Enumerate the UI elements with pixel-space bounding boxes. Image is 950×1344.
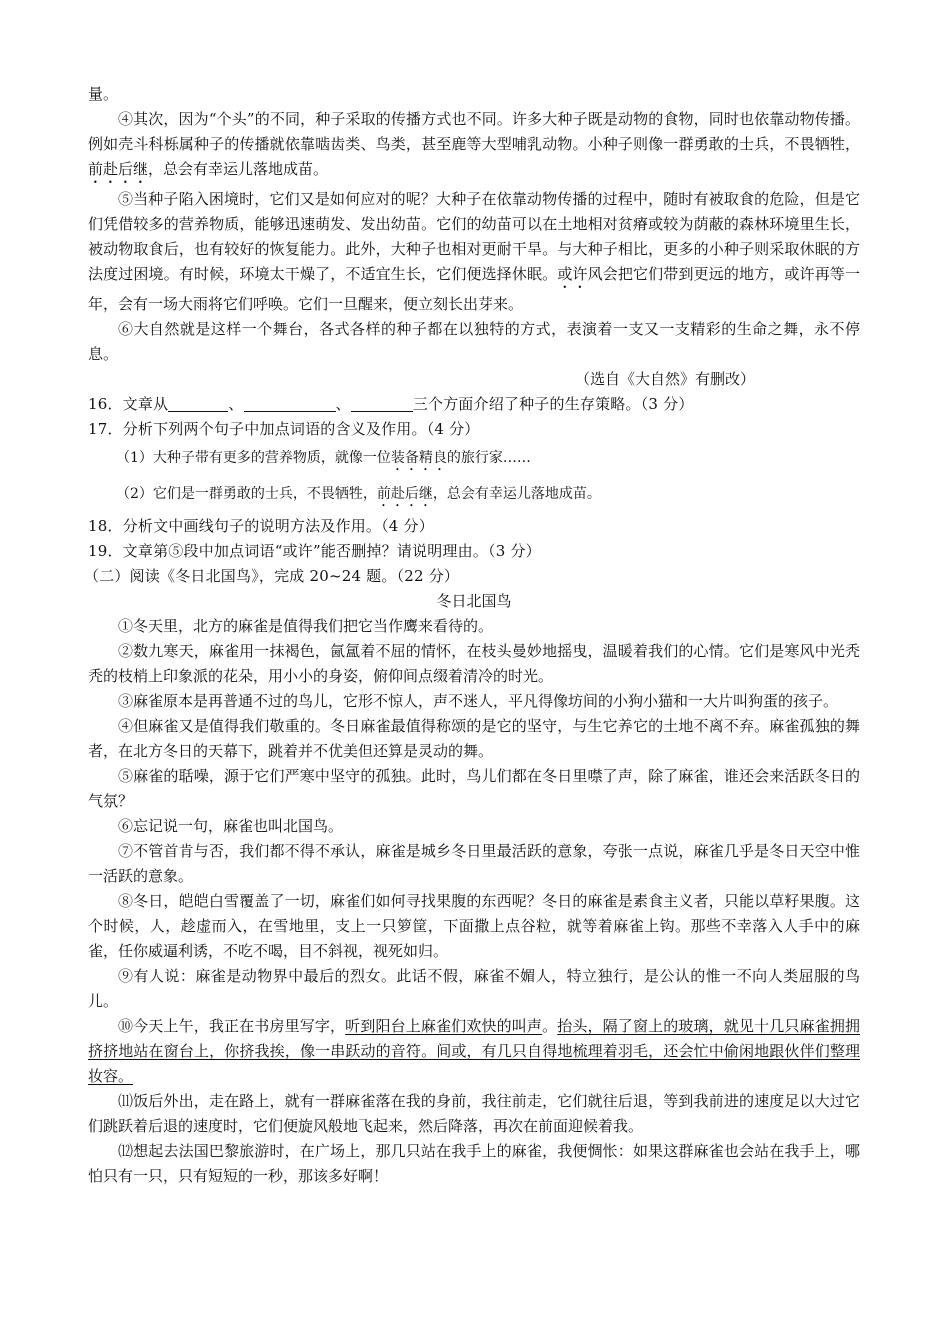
essay-paragraph-5: ⑤麻雀的聒噪，源于它们严寒中坚守的孤独。此时，鸟儿们都在冬日里噤了声，除了麻雀，谁还会来活跃冬日的气氛？: [88, 767, 860, 810]
text: ④其次，因为“个头”的不同，种子采取的传播方式也不同。许多大种子既是动物的食物，同时也依靠动物传播。例如壳斗科栎属种子的传播就依靠啮齿类、鸟类，甚至鹿等大型哺乳动物。小种子则像一群勇敢的士兵，不畏牺牲，: [88, 110, 860, 153]
text: （1）大种子带有更多的营养物质，就像一位: [116, 450, 391, 466]
paragraph-5: [88, 187, 860, 317]
essay-paragraph-8: ⑧冬日，皑皑白雪覆盖了一切，麻雀们如何寻找果腹的东西呢？冬日的麻雀是素食主义者，只能以草籽果腹。这个时候，人，趁虚而入，在雪地里，支上一只箩筐，下面撒上点谷粒，就等着麻雀上钩。那些不幸落入人手中的麻雀，任你威逼利诱，不吃不喝，目不斜视，视死如归。: [88, 892, 860, 960]
essay-paragraph-9: ⑨有人说：麻雀是动物界中最后的烈女。此话不假，麻雀不媚人，特立独行，是公认的惟一不向人类屈服的鸟儿。: [88, 967, 860, 1010]
text: 。: [542, 1017, 558, 1035]
question-17-item-2: [88, 482, 860, 510]
essay-paragraph-3: ③麻雀原本是再普通不过的鸟儿，它形不惊人，声不迷人，平凡得像坊间的小狗小猫和一大片叫狗蛋的孩子。: [118, 692, 839, 710]
question-16: [88, 392, 860, 417]
essay-paragraph-7: ⑦不管首肯与否，我们都不得不承认，麻雀是城乡冬日里最活跃的意象，夸张一点说，麻雀几乎是冬日天空中惟一活跃的意象。: [88, 842, 860, 885]
question-18: 18．分析文中画线句子的说明方法及作用。（4 分）: [88, 517, 434, 535]
dotted-word: 或许: [557, 265, 588, 283]
answer-blank[interactable]: [351, 395, 413, 412]
dotted-word: 装备精良: [390, 450, 447, 466]
text: 、: [335, 395, 351, 413]
answer-blank[interactable]: [244, 395, 336, 412]
text: 的旅行家……: [446, 450, 531, 466]
essay-paragraph-12: ⑿想起去法国巴黎旅游时，在广场上，那几只站在我手上的麻雀，我便惆怅：如果这群麻雀也会站在我手上，哪怕只有一只，只有短短的一秒，那该多好啊！: [88, 1142, 860, 1185]
text: ，总会有幸运儿落地成苗。: [432, 486, 601, 502]
answer-blank[interactable]: [168, 395, 228, 412]
text: 三个方面介绍了种子的生存策略。（3 分）: [412, 395, 694, 413]
text: 、: [228, 395, 244, 413]
essay-paragraph-2: ②数九寒天，麻雀用一抹褐色，氤氲着不屈的情怀，在枝头曼妙地摇曳，温暖着我们的心情。它们是寒风中光秃秃的枝梢上印象派的花朵，用小小的身姿，俯仰间点缀着清冷的时光。: [88, 642, 860, 685]
paragraph-6: ⑥大自然就是这样一个舞台，各式各样的种子都在以独特的方式，表演着一支又一支精彩的生命之舞，永不停息。: [88, 320, 860, 363]
underlined-sentence: 抬头，隔了窗上的玻璃，就见十几只麻雀拥拥挤挤地站在窗台上，你挤我挨，像一串跃动的音符。间或，有几只自得地梳理着羽毛，还会忙中偷闲地跟伙伴们整理妆容。: [88, 1017, 860, 1085]
question-17: 17．分析下列两个句子中加点词语的含义及作用。（4 分）: [88, 420, 480, 438]
paragraph-3-tail: 量。: [88, 85, 119, 103]
essay-paragraph-10: [88, 1014, 860, 1089]
source-note: （选自《大自然》有删改）: [574, 370, 755, 388]
essay-paragraph-11: ⑾饭后外出，走在路上，就有一群麻雀落在我的身前，我往前走，它们就往后退，等到我前进的速度足以大过它们跳跃着后退的速度时，它们便旋风般地飞起来，然后降落，再次在前面迎候着我。: [88, 1092, 860, 1135]
essay-paragraph-1: ①冬天里，北方的麻雀是值得我们把它当作鹰来看待的。: [118, 617, 494, 635]
question-19: 19．文章第⑤段中加点词语“或许”能否删掉？请说明理由。（3 分）: [88, 542, 541, 560]
underlined-sentence: 听到阳台上麻雀们欢快的叫声: [345, 1017, 543, 1035]
text: （2）它们是一群勇敢的士兵，不畏牺牲，: [116, 486, 377, 502]
document-page: [84, 82, 860, 1189]
text: ⑤当种子陷入困境时，它们又是如何应对的呢？大种子在依靠动物传播的过程中，随时有被取食的危险，但是它们凭借较多的营养物质，能够迅速萌发、发出幼苗。它们的幼苗可以在土地相对贫瘠或较为荫蔽的森林环境里生长，被动物取食后，也有较好的恢复能力。此外，大种子也相对更耐干旱。与大种子相比，更多的小种子则采取休眠的方法度过困境。有时候，环境太干燥了，不适宜生长，它们便选择休眠。: [88, 190, 860, 283]
text: ，总会有幸运儿落地成苗。: [148, 160, 329, 178]
essay-paragraph-6: ⑥忘记说一句，麻雀也叫北国鸟。: [118, 817, 344, 835]
essay-title: 冬日北国鸟: [436, 592, 512, 610]
text: 风会把它们带到更远的地方，或许再等一年，会有一场大雨将它们呼唤。它们一旦醒来，便立刻长出芽来。: [88, 265, 860, 313]
text: ⑩今天上午，我正在书房里写字，: [118, 1017, 346, 1035]
dotted-word: 前赴后继: [376, 486, 433, 502]
text: 16．文章从: [88, 395, 169, 413]
essay-paragraph-4: ④但麻雀又是值得我们敬重的。冬日麻雀最值得称颂的是它的坚守，与生它养它的土地不离不弃。麻雀孤独的舞者，在北方冬日的天幕下，跳着并不优美但还算是灵动的舞。: [88, 717, 860, 760]
question-17-item-1: [88, 446, 860, 474]
dotted-word: 前赴后继: [88, 160, 149, 178]
section-2-heading: （二）阅读《冬日北国鸟》，完成 20~24 题。（22 分）: [84, 567, 460, 585]
paragraph-4: [88, 107, 860, 187]
